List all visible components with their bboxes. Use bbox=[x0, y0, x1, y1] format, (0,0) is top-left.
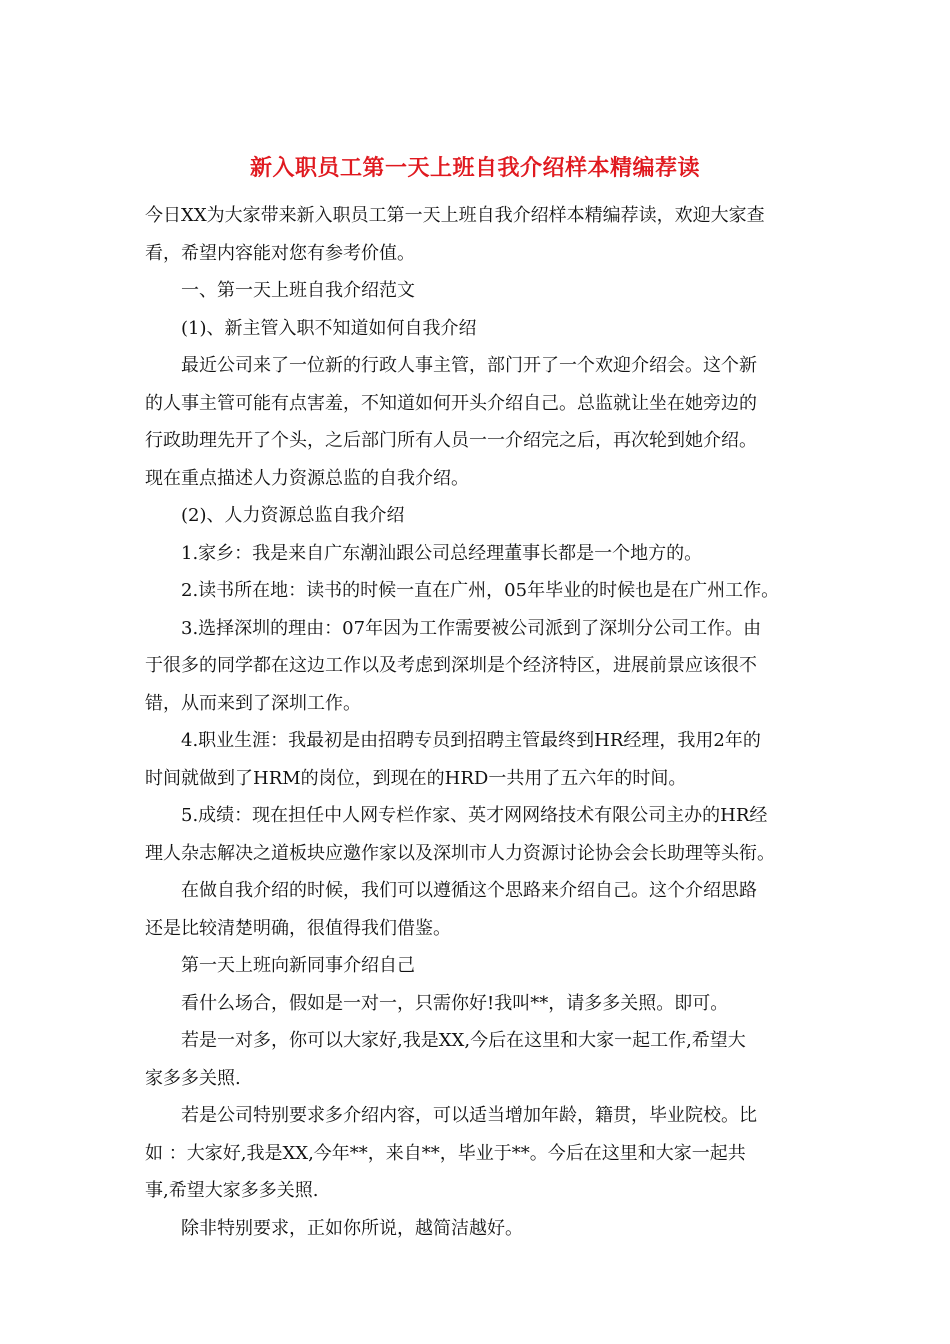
document-title: 新入职员工第一天上班自我介绍样本精编荐读 bbox=[249, 155, 700, 181]
section-heading: 第一天上班向新同事介绍自己 bbox=[181, 955, 415, 976]
paragraph-line: 看，希望内容能对您有参考价值。 bbox=[145, 242, 415, 264]
paragraph-line: 今日XX为大家带来新入职员工第一天上班自我介绍样本精编荐读，欢迎大家查 bbox=[145, 205, 765, 226]
list-item: 1.家乡：我是来自广东潮汕跟公司总经理董事长都是一个地方的。 bbox=[181, 542, 703, 564]
paragraph-line: 除非特别要求，正如你所说，越简洁越好。 bbox=[181, 1217, 523, 1239]
paragraph-line: 时间就做到了HRM的岗位，到现在的HRD一共用了五六年的时间。 bbox=[145, 767, 687, 789]
paragraph-line: 事,希望大家多多关照. bbox=[145, 1180, 319, 1201]
document-body bbox=[145, 197, 810, 1247]
paragraph-line: 现在重点描述人力资源总监的自我介绍。 bbox=[145, 467, 469, 489]
paragraph-line: 错，从而来到了深圳工作。 bbox=[145, 692, 361, 714]
paragraph-line: 如 ：大家好,我是XX,今年**，来自**，毕业于**。今后在这里和大家一起共 bbox=[145, 1142, 746, 1164]
list-item: 4.职业生涯：我最初是由招聘专员到招聘主管最终到HR经理，我用2年的 bbox=[181, 730, 761, 751]
list-item: 3.选择深圳的理由：07年因为工作需要被公司派到了深圳分公司工作。由 bbox=[181, 617, 762, 639]
paragraph-line: 于很多的同学都在这边工作以及考虑到深圳是个经济特区，进展前景应该很不 bbox=[145, 655, 757, 676]
paragraph-line: 还是比较清楚明确，很值得我们借鉴。 bbox=[145, 917, 451, 939]
list-item: 5.成绩：现在担任中人网专栏作家、英才网网络技术有限公司主办的HR经 bbox=[181, 805, 768, 826]
section-heading: 一、第一天上班自我介绍范文 bbox=[181, 280, 415, 301]
subsection-heading: (1)、新主管入职不知道如何自我介绍 bbox=[181, 317, 477, 339]
paragraph-line: 最近公司来了一位新的行政人事主管，部门开了一个欢迎介绍会。这个新 bbox=[181, 355, 757, 376]
list-item: 2.读书所在地：读书的时候一直在广州，05年毕业的时候也是在广州工作。 bbox=[181, 580, 780, 601]
subsection-heading: (2)、人力资源总监自我介绍 bbox=[181, 505, 405, 526]
paragraph-line: 看什么场合，假如是一对一，只需你好!我叫**，请多多关照。即可。 bbox=[181, 992, 729, 1014]
paragraph-line: 若是公司特别要求多介绍内容，可以适当增加年龄，籍贯，毕业院校。比 bbox=[181, 1105, 757, 1126]
paragraph-line: 若是一对多，你可以大家好,我是XX,今后在这里和大家一起工作,希望大 bbox=[181, 1030, 746, 1051]
paragraph-line: 理人杂志解决之道板块应邀作家以及深圳市人力资源讨论协会会长助理等头衔。 bbox=[145, 842, 775, 864]
paragraph-line: 家多多关照. bbox=[145, 1067, 241, 1089]
paragraph-line: 在做自我介绍的时候，我们可以遵循这个思路来介绍自己。这个介绍思路 bbox=[181, 880, 757, 901]
paragraph-line: 行政助理先开了个头，之后部门所有人员一一介绍完之后，再次轮到她介绍。 bbox=[145, 430, 757, 451]
paragraph-line: 的人事主管可能有点害羞，不知道如何开头介绍自己。总监就让坐在她旁边的 bbox=[145, 392, 757, 414]
